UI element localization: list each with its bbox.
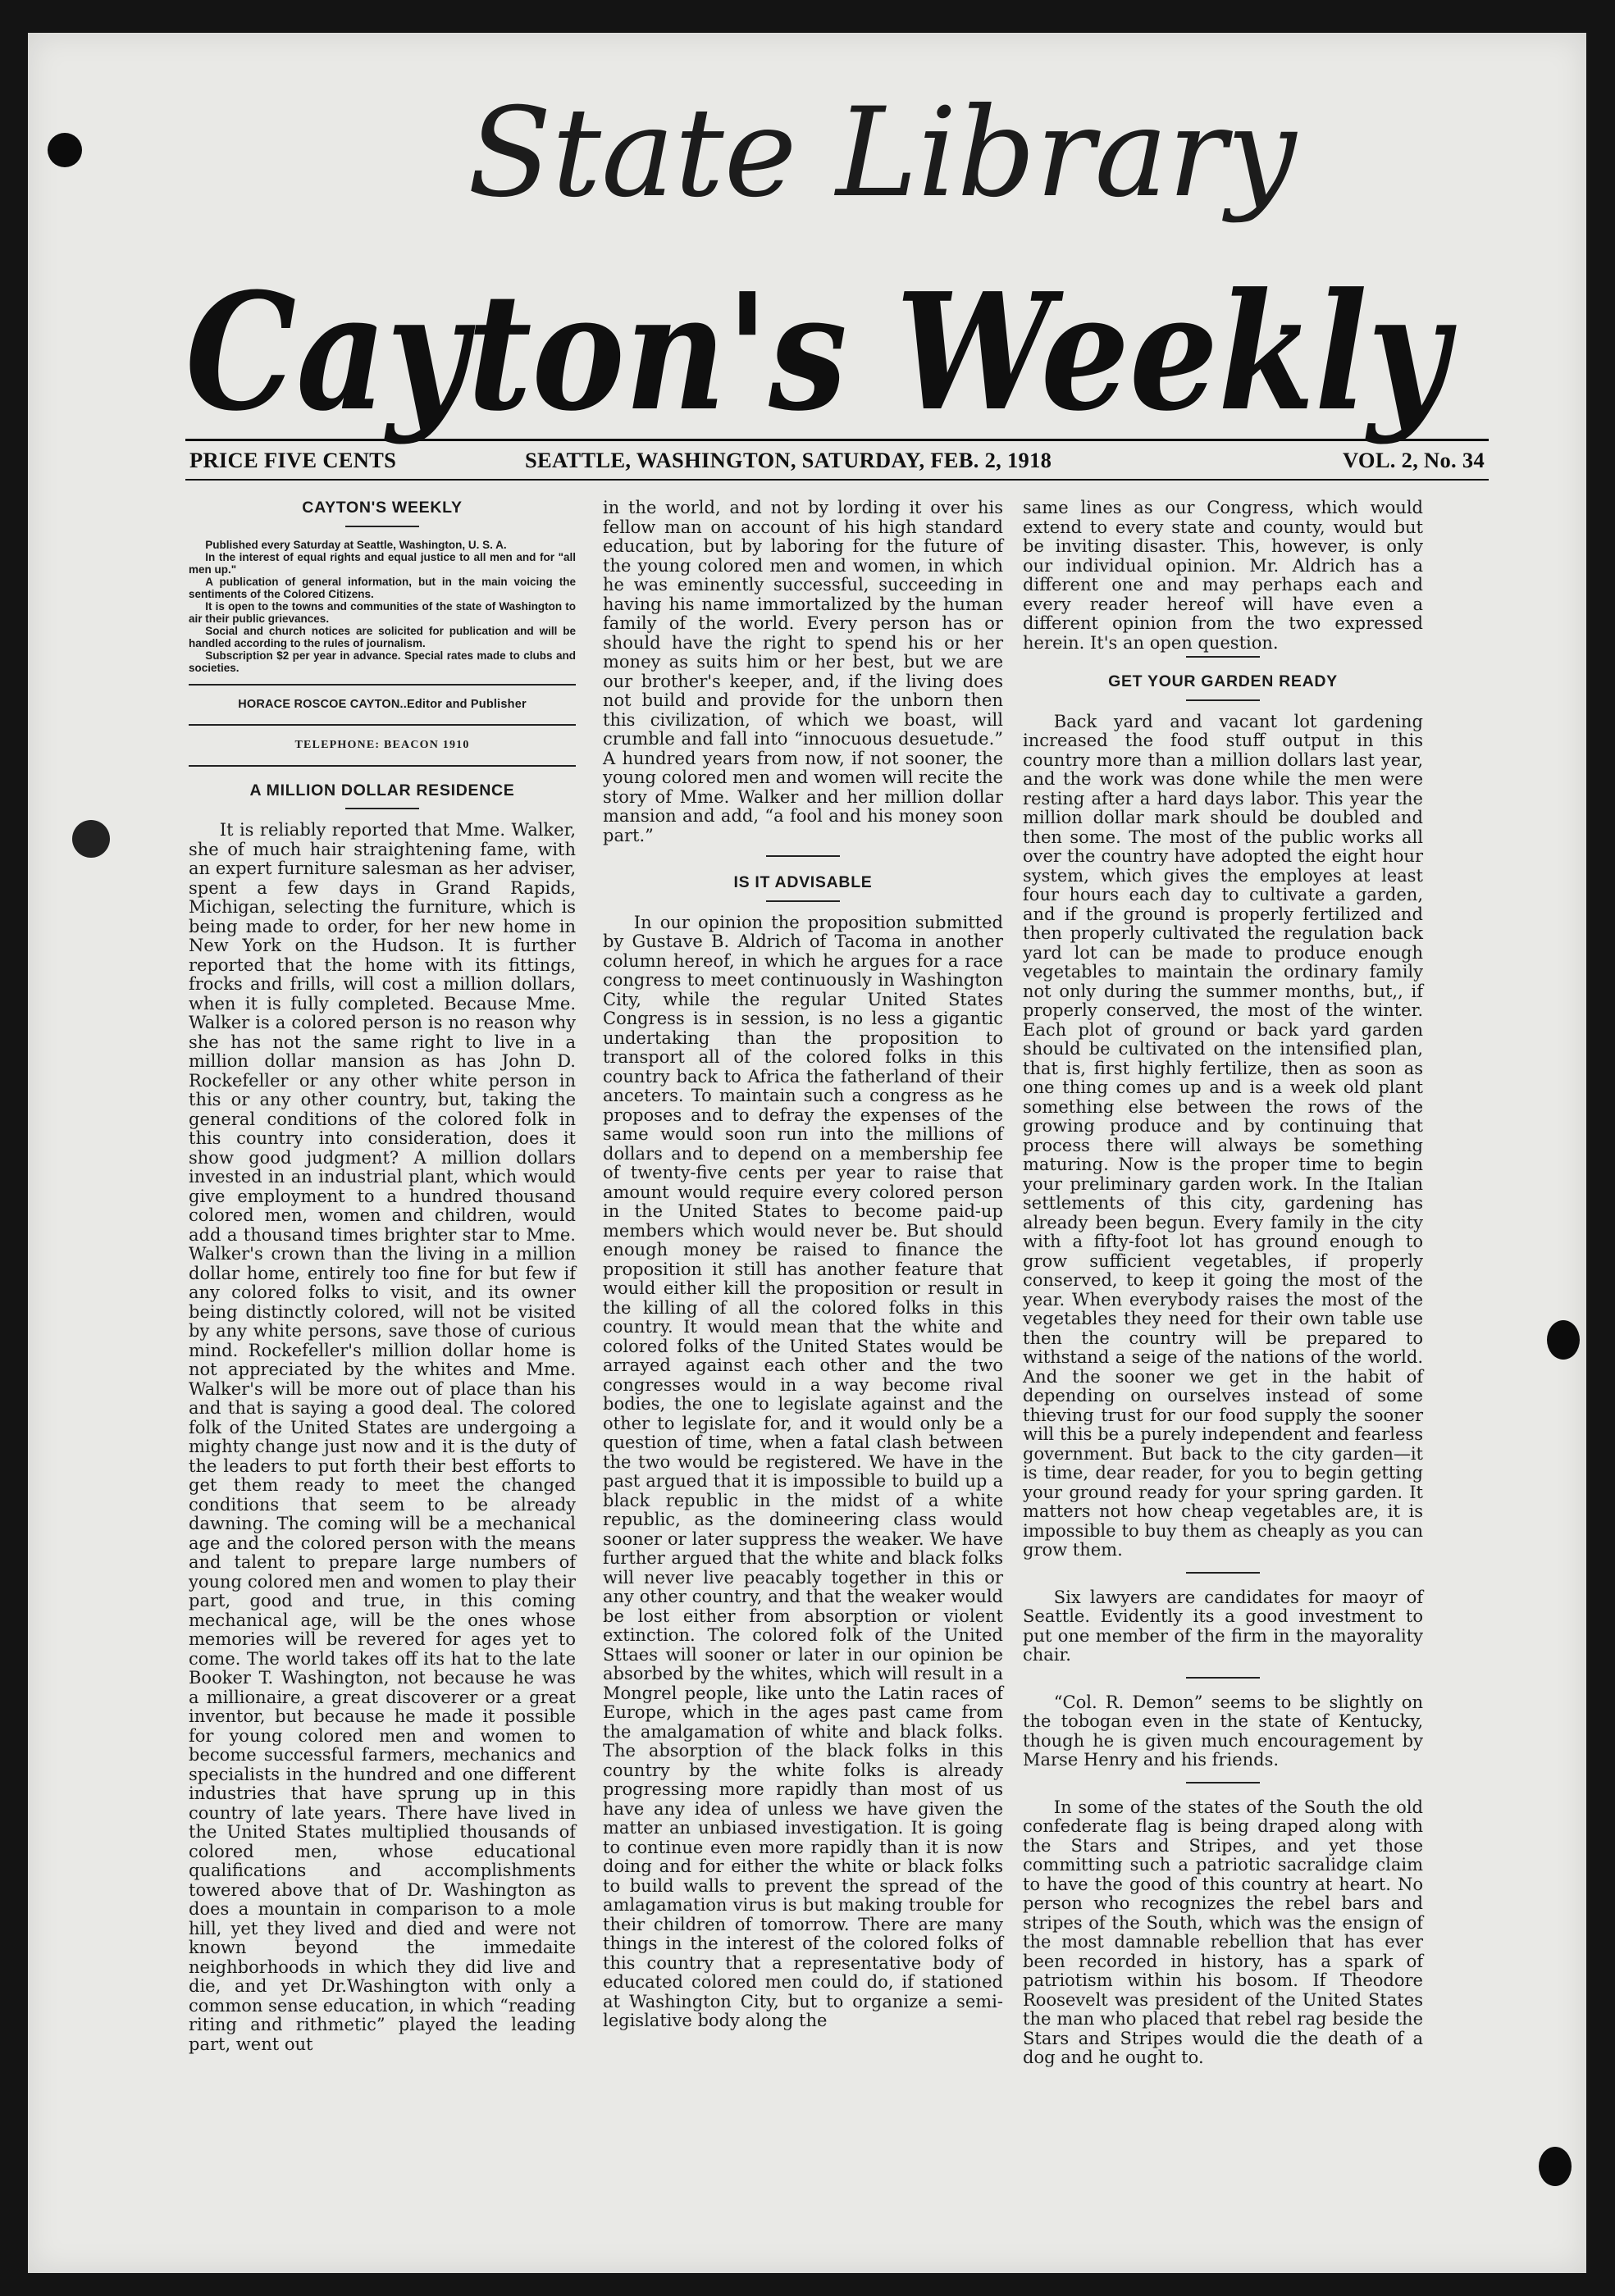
editor-credit: HORACE ROSCOE CAYTON..Editor and Publisher <box>238 697 527 711</box>
masthead-rule <box>185 479 1489 481</box>
telephone: TELEPHONE: BEACON 1910 <box>294 739 470 751</box>
infobox-line: Published every Saturday at Seattle, Washington, U. S. A. <box>205 538 507 551</box>
column-2 <box>603 499 1003 2031</box>
divider <box>345 526 419 527</box>
divider <box>1186 1782 1260 1784</box>
divider <box>345 808 419 809</box>
masthead-title-text: Cayton's Weekly <box>185 258 1458 447</box>
brief-item: “Col. R. Demon” seems to be slightly on the tobogan even in the state of Kentucky, though he is given much encouragement by Marse Henry and his friends. <box>1023 1692 1423 1770</box>
divider <box>189 684 576 686</box>
infobox-text <box>189 539 576 674</box>
handwritten-signature-text: State Library <box>468 82 1297 225</box>
divider <box>189 724 576 726</box>
brief-item: In some of the states of the South the old confederate flag is being draped along with the Stars and Stripes, and yet those committing such a patriotic sacralidge claim to have the good of this country at heart. No person who recognizes the rebel bars and stripes of the South, which was the ensign of the most damnable rebellion that has ever been recorded in history, has a spark of patriotism within his bosom. If Theodore Roosevelt was president of the United States the man who placed that rebel rag beside the Stars and Stripes would die the death of a dog and he ought to. <box>1023 1797 1423 2067</box>
infobox-line: It is open to the towns and communities of the state of Washington to air their public grievances. <box>189 599 576 625</box>
infobox-line: Social and church notices are solicited for publication and will be handled according to the rules of journalism. <box>189 624 576 649</box>
infobox-line: In the interest of equal rights and equal justice to all men and for "all men up." <box>189 550 576 576</box>
article-paragraph: in the world, and not by lording it over his fellow man on account of his high standard education, but by laboring for the future of the young colored men and women, in which he was eminently successful, succeeding in having his name immortalized by the human family of the world. Every person has or should have the right to spend his or her money as suits him or her best, but we are our brother's keeper, and, if the living does not build and provide for the unborn then this civilization, of which we boast, will crumble and fall into “innocuous desuetude.” A hundred years from now, if not sooner, the young colored men and women will recite the story of Mme. Walker and her million dollar mansion and add, “a fool and his money soon part.” <box>603 498 1003 845</box>
divider <box>1186 656 1260 658</box>
article-paragraph: It is reliably reported that Mme. Walker, she of much hair straightening fame, with an expert furniture salesman as her adviser, spent a few days in Grand Rapids, Michigan, selecting the furniture, which is being made to order, for her new home in New York on the Hudson. It is further reported that the home with its fittings, frocks and frills, will cost a million dollars, when it is fully completed. Because Mme. Walker is a colored person is no reason why she has not the same right to live in a million dollar mansion as has John D. Rockefeller or any other white person in this or any other country, but, taking the general conditions of the colored folk in this country into consideration, does it show good judgment? A million dollars invested in an industrial plant, which would give employment to a hundred thousand colored men, women and children, would add a thousand times brighter star to Mme. Walker's crown than the living in a million dollar home, entirely too fine for but few if any colored folks to visit, and its owner being distinctly colored, will not be visited by any white persons, save those of curious mind. Rockefeller's million dollar home is not appreciated by the whites and Mme. Walker's will be more out of place than his and that is saying a good deal. The colored folk of the United States are undergoing a mighty change just now and it is the duty of the leaders to put forth their best efforts to get them ready to meet the changed conditions that seem to be already dawning. The coming will be a mechanical age and the colored person with the means and talent to prepare large numbers of young colored men and women to play their part, good and true, in this coming mechanical age, will be the ones whose memories will be revered for ages yet to come. The world takes off its hat to the late Booker T. Washington, not because he was a millionaire, a great discoverer or a great inventor, but because he made it possible for young colored men and women to become successful farmers, mechanics and specialists in the hundred and one different industries that have sprung up in this country of late years. There have lived in the United States multiplied thousands of colored men, whose educational qualifications and accomplishments towered above that of Dr. Washington as does a mountain in comparison to a mole hill, yet they lived and died and were not known beyond the immedaite neighborhoods in which they did live and die, and yet Dr.Washington with only a common sense education, in which “reading riting and rithmetic” played the leading part, went out <box>189 820 576 2054</box>
infobox-heading: CAYTON'S WEEKLY <box>302 499 463 517</box>
article-headline: A MILLION DOLLAR RESIDENCE <box>249 781 515 800</box>
brief-item: Six lawyers are candidates for maoyr of Seattle. Evidently its a good investment to put one member of the firm in the mayorality chair. <box>1023 1587 1423 1665</box>
divider <box>1186 699 1260 701</box>
divider <box>766 855 840 857</box>
column-3 <box>1023 499 1423 2068</box>
article-headline: IS IT ADVISABLE <box>733 873 873 891</box>
divider <box>189 765 576 767</box>
divider <box>1186 1677 1260 1679</box>
article-paragraph: Back yard and vacant lot gardening increased the food stuff output in this country more than a million dollars last year, and the work was done while the men were resting after a hard days labor. This year the million dollar mark should be doubled and then some. The most of the public works all over the country have adopted the eight hour system, which gives the employes at least four hours each day to cultivate a garden, and if the ground is properly fertilized and then properly cultivated the regulation back yard lot can be made to produce enough vegetables to maintain the ordinary family not only during the summer months, but,, if properly conserved, the most of the winter. Each plot of ground or back yard garden should be cultivated on the intensified plan, that is, first highly fertilize, then as soon as one thing comes up and is a week old plant something else between the rows of the growing produce and by continuing that process there will always be something maturing. Now is the proper time to begin your preliminary garden work. In the Italian settlements of this city, gardening has already been begun. Every family in the city with a fifty-foot lot has ground enough to grow sufficient vegetables, if properly conserved, to keep it going the most of the year. When everybody raises the most of the vegetables they need for their own table use then the country will be prepared to withstand a seige of the nations of the world. And the sooner we get in the habit of depending on ourselves instead of some thieving trust for our food supply the sooner will this be a purely independent and fearless government. But back to the city garden—it is time, dear reader, for you to begin getting your ground ready for your spring garden. It matters not how cheap vegetables are, it is impossible to buy them as cheaply as you can grow them. <box>1023 711 1423 1560</box>
masthead-rule <box>185 439 1489 441</box>
price-label: PRICE FIVE CENTS <box>189 448 397 472</box>
handwritten-signature <box>459 72 1297 261</box>
infobox-line: A publication of general information, but in the main voicing the sentiments of the Colored Citizens. <box>189 575 576 600</box>
binder-hole <box>48 133 82 167</box>
article-headline: GET YOUR GARDEN READY <box>1108 672 1338 690</box>
article-paragraph: same lines as our Congress, which would extend to every state and county, would but be inviting disaster. This, however, is only our individual opinion. Mr. Aldrich has a different one and may perhaps each and every reader hereof will have even a different opinion from the two expressed herein. It's an open question. <box>1023 498 1423 653</box>
dateline: SEATTLE, WASHINGTON, SATURDAY, FEB. 2, 1918 <box>525 448 1052 472</box>
masthead-title <box>177 246 1457 451</box>
article-paragraph: In our opinion the proposition submitted by Gustave B. Aldrich of Tacoma in another column hereof, in which he argues for a race congress to meet continuously in Washington City, while the regular United States Congress is in session, is no less a gigantic undertaking than the proposition to transport all of the colored folks in this country back to Africa the fatherland of their anceters. To maintain such a congress as he proposes and to defray the expenses of the same would soon run into the millions of dollars and to depend on a membership fee of twenty-five cents per year to raise that amount would require every colored person in the United States to become paid-up members which would never be. But should enough money be raised to finance the proposition it still has another feature that would either kill the proposition or result in the killing of all the colored folks in this country. It would mean that the white and colored folks of the United States would be arrayed against each other and the two congresses would in a way become rival bodies, the one to legislate against and the other to legislate for, and it would only be a question of time, when a fatal clash between the two would be registered. We have in the past argued that it is impossible to build up a black republic in the midst of a white republic, as the domineering class would sooner or later suppress the weaker. We have further argued that the white and black folks will never live peacably together in this or any other country, and that the weaker would be lost either from absorption or violent extinction. The colored folk of the United Sttaes will sooner or later in our opinion be absorbed by the whites, which will result in a Mongrel people, like unto the Latin races of Europe, which in the ages past came from the amalgamation of white and black folks. The absorption of the black folks in this country by the white folks is already progressing more rapidly than most of us have any idea of unless we have given the matter an unbiased investigation. It is going to continue even more rapidly than it is now doing and for either the white or black folks to build walls to prevent the spread of the amlagamation virus is but making trouble for their children of tomorrow. There are many things in the interest of the colored folks of this country that a representative body of educated colored men could do, if stationed at Washington City, but to organize a semi-legislative body along the <box>603 912 1003 2030</box>
volume-number: VOL. 2, No. 34 <box>1343 448 1485 472</box>
binder-hole <box>72 820 110 858</box>
divider <box>1186 1572 1260 1574</box>
infobox-line: Subscription $2 per year in advance. Special rates made to clubs and societies. <box>189 649 576 674</box>
column-1 <box>189 499 576 2054</box>
binder-hole <box>1539 2147 1572 2186</box>
divider <box>766 900 840 902</box>
binder-hole <box>1547 1320 1580 1360</box>
